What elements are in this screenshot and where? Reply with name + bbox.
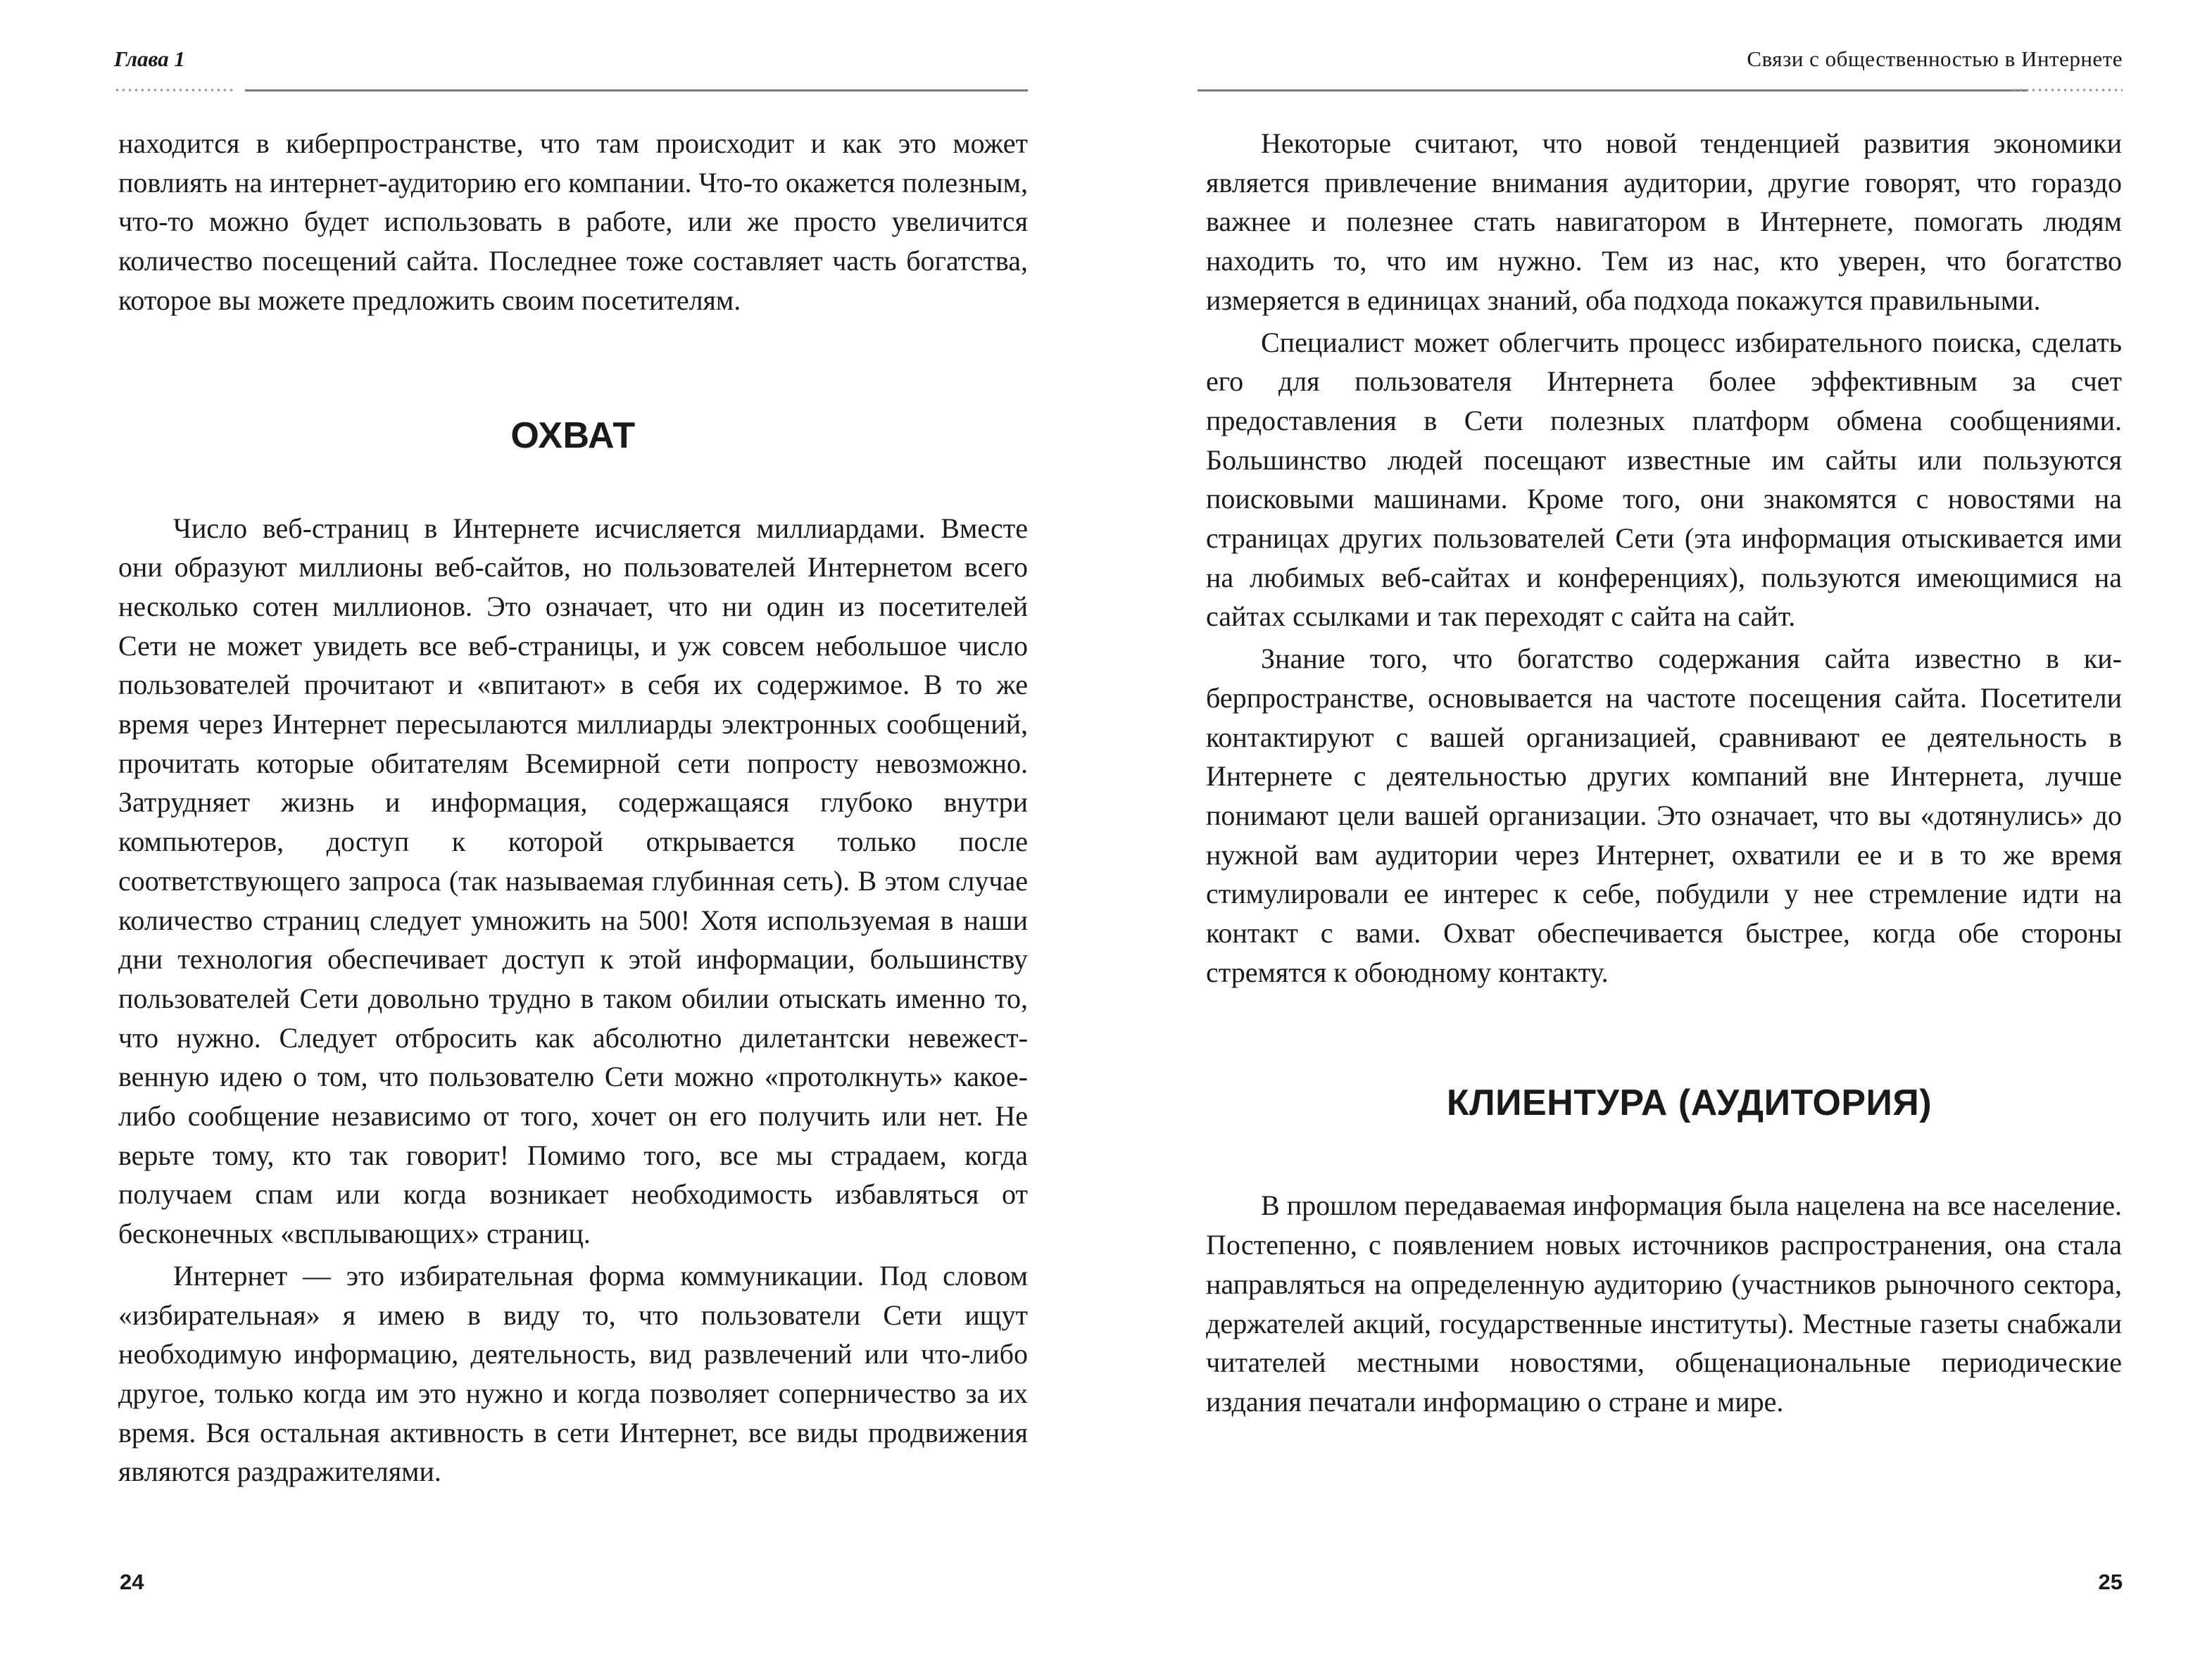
page-number: 25 <box>2098 1570 2123 1594</box>
body-paragraph: Знание того, что богатство содержания сайта известно в киберпространстве, основывается на частоте посещения сайта. Посетители контактируют с вашей организацией, сравнивают ее деятельность в Интернете с деятельностью других компаний вне Интернета, лучше понимают цели вашей организации. Это означает, что вы «дотянулись» до нужной вам аудитории через Интернет, охватили ее и в то же время стимулировали ее интерес к себе, побудили у нее стремление идти на контакт с вами. Охват обеспечивается быстрее, когда обе стороны стремятся к обоюдному контакту. <box>1206 643 2122 988</box>
chapter-running-head: Глава 1 <box>114 46 185 71</box>
body-paragraph: Число веб-страниц в Интернете исчисляется миллиардами. Вместе они образуют миллионы веб-сайтов, но пользователей Интернетом всего несколько сотен миллионов. Это означает, что ни один из посетителей Сети не может увидеть все веб-страницы, и уж совсем небольшое число пользователей прочитают и «впитают» в себя их содержимое. В то же время через Интернет пересылаются миллиарды электронных сообщений, прочитать которые обитателям Всемирной сети попросту невозможно. Затрудняет жизнь и информация, содержащаяся глубоко внутри компьютеров, доступ к которой открывается только после соответствующего запроса (так называемая глубинная сеть). В этом случае количество страниц следует умножить на 500! Хотя используемая в наши дни технология обеспечивает доступ к этой информации, большинству пользователей Сети довольно трудно в таком обилии отыскать именно то, что нужно. Следует отбросить как абсолютно дилетантски невежественную идею о том, что пользователю Сети можно «протолкнуть» какое-либо сообщение независимо от того, хочет он его получить или нет. Не верьте тому, кто так говорит! Помимо того, все мы страдаем, когда получаем спам или когда возникает необходимость избавляться от бесконечных «всплывающих» страниц. <box>118 512 1028 1250</box>
body-paragraph: Специалист может облегчить процесс избирательного поиска, сделать его для пользователя Интернета более эффективным за счет предоставления в Сети полезных платформ обмена сообщениями. Большинство людей посещают известные им сайты или пользуются поисковыми машинами. Кроме того, они знакомятся с новостями на страницах других пользователей Сети (эта информация отыскивается ими на любимых веб-сайтах и конференциях), пользуются имеющимися на сайтах ссылками и так переходят с сайта на сайт. <box>1206 326 2122 633</box>
body-paragraph: Некоторые считают, что новой тенденцией развития экономики является привлечение внимания аудитории, другие говорят, что гораздо важнее и полезнее стать навигатором в Интернете, помогать людям находить то, что им нужно. Тем из нас, кто уверен, что богатство измеряется в единицах знаний, оба подхода покажутся правильными. <box>1206 127 2122 316</box>
header-dotted-ornament <box>2011 87 2123 93</box>
header-rule <box>245 89 1028 91</box>
header-rule <box>1198 89 2028 91</box>
page-number: 24 <box>120 1570 144 1594</box>
body-paragraph: В прошлом передаваемая информация была нацелена на все население. Постепенно, с появлением новых источников распространения, она стала направляться на определенную аудиторию (участников рыночного сектора, держателей акций, государственные институты). Местные газеты снабжали читателей местными новостями, общенациональные периодические издания печатали информацию о стране и мире. <box>1206 1189 2122 1418</box>
right-page-body <box>1206 124 2122 1422</box>
header-dotted-ornament <box>114 87 235 93</box>
body-paragraph: находится в киберпространстве, что там происходит и как это может повлиять на интернет-аудиторию его компании. Что-то окажется полезным, что-то можно будет использовать в работе, или же просто увеличится количество посещений сайта. Последнее тоже составляет часть богатства, которое вы можете предложить своим посетителям. <box>118 127 1028 316</box>
right-page <box>1106 0 2212 1666</box>
book-running-head: Связи с общественностью в Интернете <box>1747 46 2123 71</box>
section-heading-okhvat: ОХВАТ <box>510 415 636 456</box>
left-page-body <box>118 124 1028 1491</box>
section-heading-klientura: КЛИЕНТУРА (АУДИТОРИЯ) <box>1446 1083 1933 1124</box>
body-paragraph: Интернет — это избирательная форма коммуникации. Под словом «избирательная» я имею в виду то, что пользователи Сети ищут необходимую информацию, деятельность, вид развлечений или что-либо другое, только когда им это нужно и когда позволяет соперничество за их время. Вся остальная активность в сети Интернет, все виды продвижения являются раздражителями. <box>118 1259 1028 1488</box>
